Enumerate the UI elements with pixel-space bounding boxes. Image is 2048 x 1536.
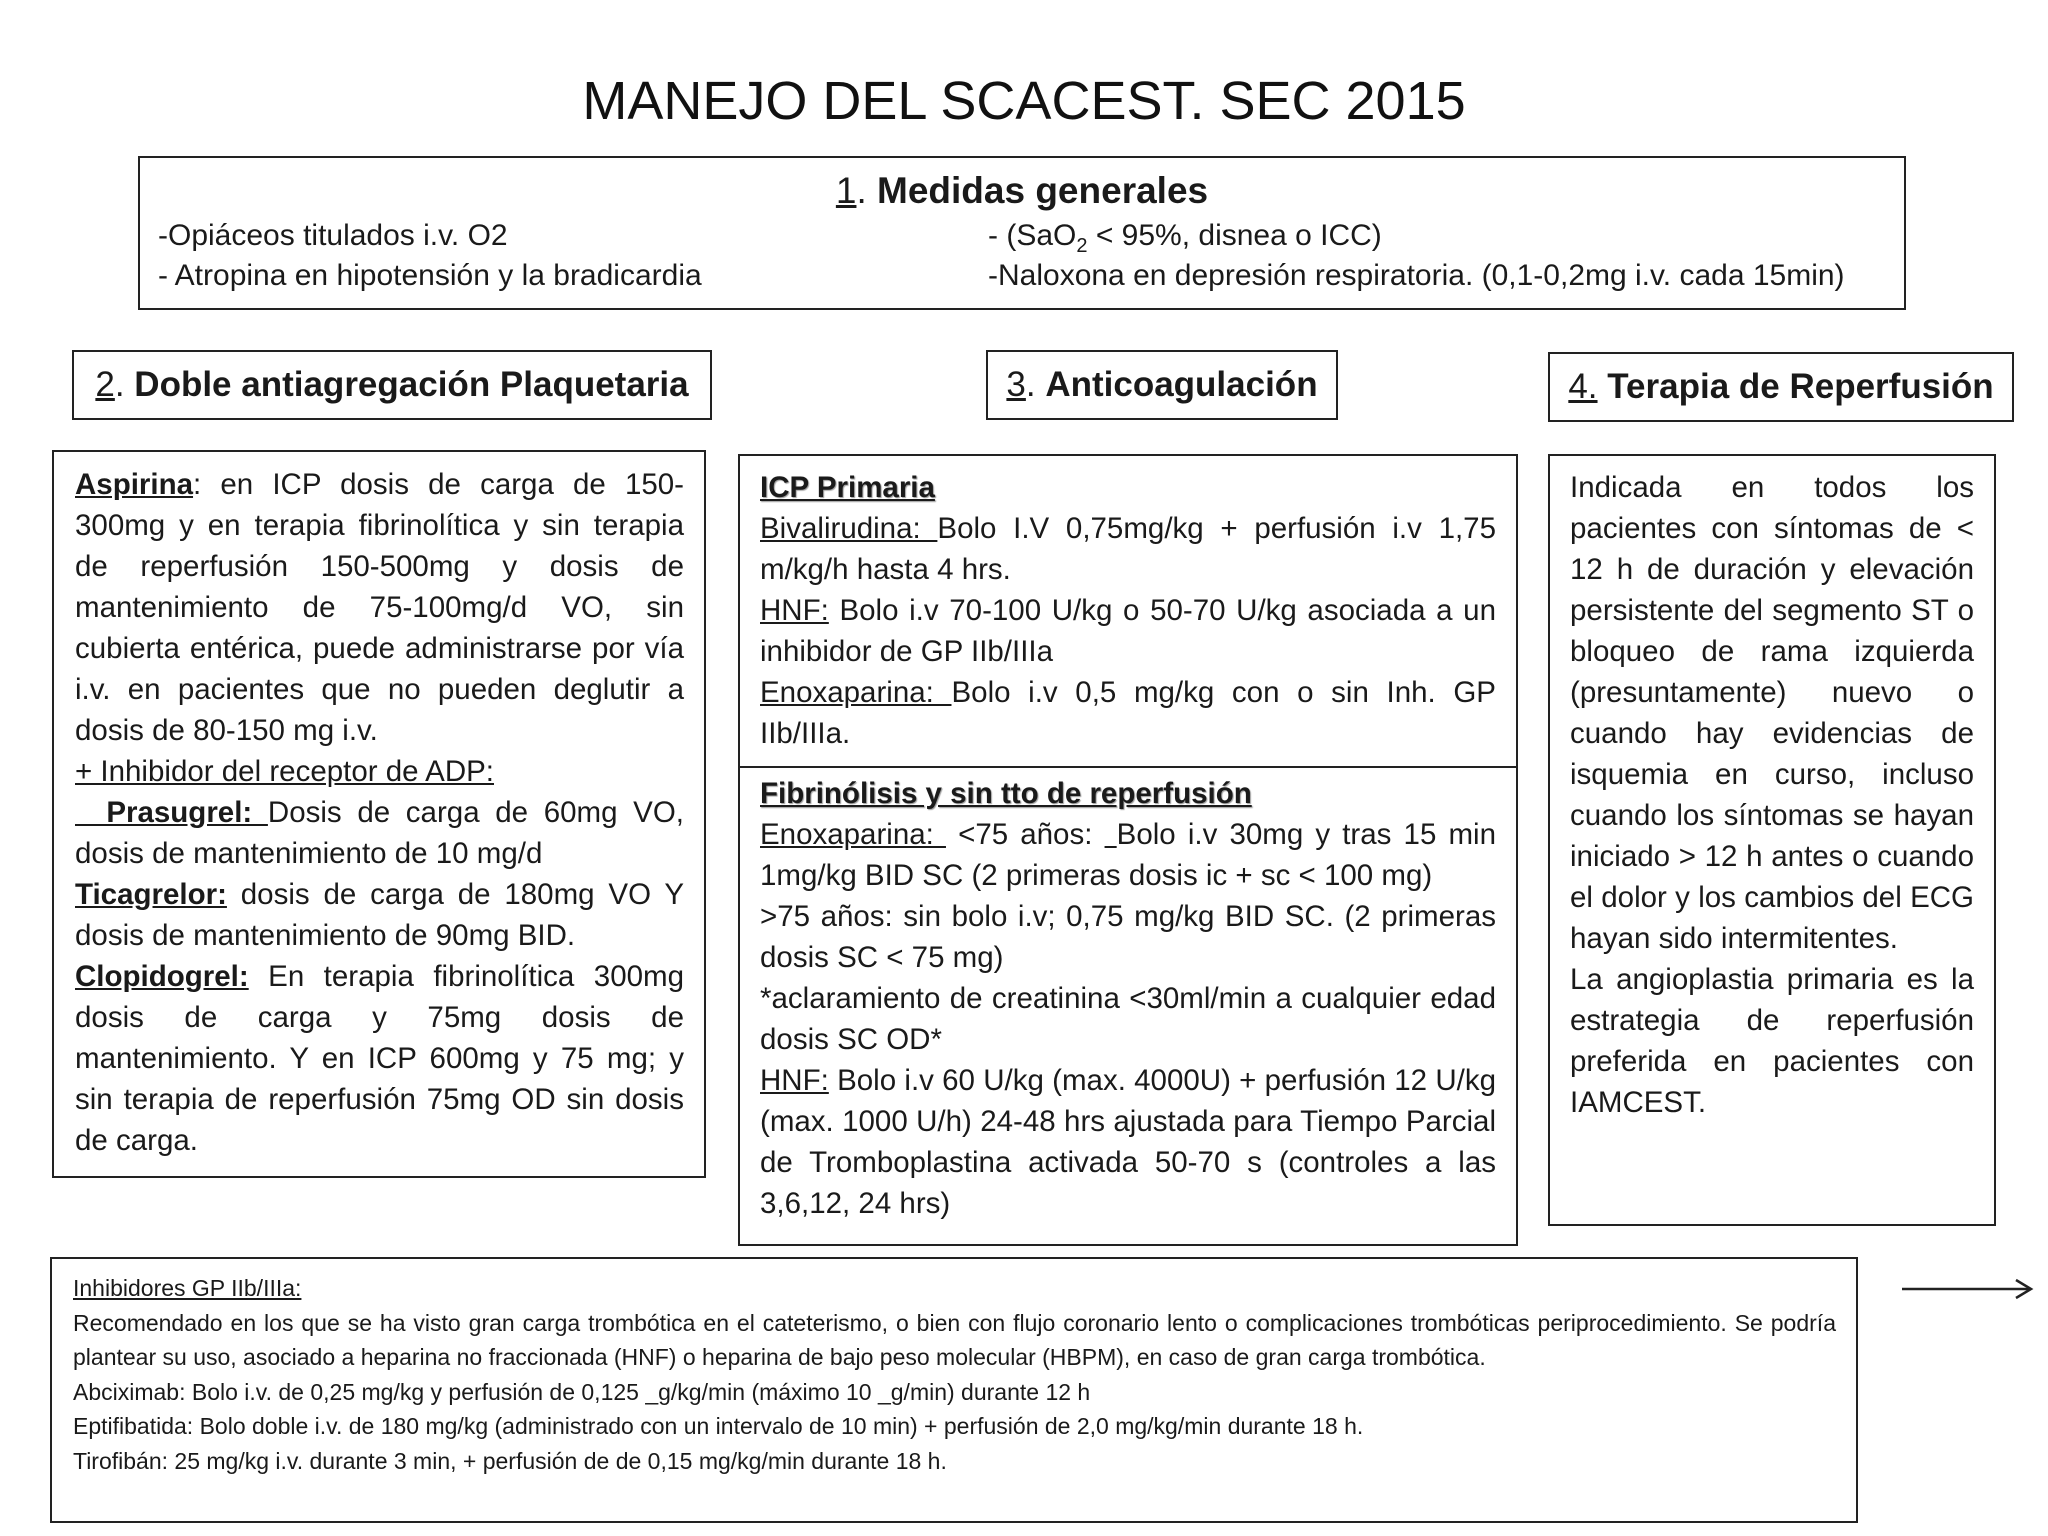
section-number: 2 [95,365,115,404]
bivalirudina-paragraph: Bivalirudina: Bolo I.V 0,75mg/kg + perfusión i.v 1,75 m/kg/h hasta 4 hrs. [760,512,1496,586]
eptifibatida-line: Eptifibatida: Bolo doble i.v. de 180 mg/kg (administrado con un intervalo de 10 min) + perfusión de 2,0 mg/kg/min durante 18 h. [73,1413,1364,1439]
medidas-generales-heading: 1. Medidas generales [835,170,1209,211]
clopidogrel-paragraph: Clopidogrel: En terapia fibrinolítica 300mg dosis de carga y 75mg dosis de mantenimiento. Y en ICP 600mg y 75 mg; y sin terapia de reperfusión 75mg OD sin dosis de carga. [75,960,684,1157]
abciximab-line: Abciximab: Bolo i.v. de 0,25 mg/kg y perfusión de 0,125 _g/kg/min (máximo 10 _g/min) durante 12 h [73,1378,1091,1405]
reperfusion-header [1548,352,2014,422]
hnf-fib-paragraph: HNF: Bolo i.v 60 U/kg (max. 4000U) + perfusión 12 U/kg (max. 1000 U/h) 24-48 hrs ajustada para Tiempo Parcial de Tromboplastina activada 50-70 s (controles a las 3,6,12, 24 hrs) [760,1064,1496,1220]
section-heading-text: Medidas generales [877,170,1209,211]
section-heading-text: Doble antiagregación Plaquetaria [134,365,689,404]
reperfusion-panel [1548,454,1996,1226]
creatinina-paragraph: *aclaramiento de creatinina <30ml/min a cualquier edad dosis SC OD* [760,982,1496,1056]
naloxona-text: -Naloxona en depresión respiratoria. (0,1-0,2mg i.v. cada 15min) [988,259,1845,292]
tirofiban-line: Tirofibán: 25 mg/kg i.v. durante 3 min, + perfusión de de 0,15 mg/kg/min durante 18 h. [73,1447,947,1474]
enoxaparina-icp-paragraph: Enoxaparina: Bolo i.v 0,5 mg/kg con o sin Inh. GP IIb/IIIa. [760,676,1496,750]
hnf-icp-paragraph: HNF: Bolo i.v 70-100 U/kg o 50-70 U/kg asociada a un inhibidor de GP IIb/IIIa [760,594,1496,668]
inhibidor-adp-label: + Inhibidor del receptor de ADP: [75,755,494,788]
recomendado-paragraph: Recomendado en los que se ha visto gran carga trombótica en el cateterismo, o bien con flujo coronario lento o complicaciones trombóticas periprocedimiento. Se podría plantear su uso, asociado a heparina no fraccionada (HNF) o heparina de bajo peso molecular (HBPM), en caso de gran carga trombótica. [73,1309,1836,1370]
icp-primaria-heading: ICP Primaria [760,471,935,504]
inhibidores-gp-box [50,1257,1858,1523]
fibrinolisis-heading: Fibrinólisis y sin tto de reperfusión [760,777,1252,810]
section-number: 4. [1568,367,1598,406]
ticagrelor-paragraph: Ticagrelor: dosis de carga de 180mg VO Y dosis de mantenimiento de 90mg BID. [75,878,684,952]
atropina-text: - Atropina en hipotensión y la bradicardia [158,259,702,292]
antiagregacion-header: 2 . Doble antiagregación Plaquetaria [72,350,712,420]
fibrinolisis-block [740,766,1516,1244]
enoxaparina-mayores-paragraph: >75 años: sin bolo i.v; 0,75 mg/kg BID SC. (2 primeras dosis SC < 75 mg) [760,900,1496,974]
sao2-text: - (SaO$_2$ < 95%, disnea o ICC) [988,219,1382,257]
angioplastia-paragraph: La angioplastia primaria es la estrategia de reperfusión preferida en pacientes con IAMCEST. [1570,963,1974,1119]
anticoagulacion-header: 3 . Anticoagulación [986,350,1338,420]
section-number: 3 [1006,365,1026,404]
section-heading-text: Terapia de Reperfusión [1607,367,1994,406]
icp-primaria-block [740,456,1516,768]
opiaceos-text: -Opiáceos titulados i.v. O2 [158,219,508,252]
inhibidores-gp-heading: Inhibidores GP IIb/IIIa: [73,1275,302,1301]
section-number: 1 [835,170,857,211]
enoxaparina-fib-paragraph: Enoxaparina: <75 años: Bolo i.v 30mg y tras 15 min 1mg/kg BID SC (2 primeras dosis ic + sc < 100 mg) [760,818,1496,892]
anticoagulacion-panel [738,454,1518,1246]
indicada-paragraph: Indicada en todos los pacientes con síntomas de < 12 h de duración y elevación persistente del segmento ST o bloqueo de rama izquierda (presuntamente) nuevo o cuando hay evidencias de isquemia en curso, incluso cuando los síntomas se hayan iniciado > 12 h antes o cuando el dolor y los cambios del ECG hayan sido intermitentes. [1570,471,1974,955]
section-heading-text: Anticoagulación [1045,365,1318,404]
prasugrel-paragraph: Prasugrel: Dosis de carga de 60mg VO, dosis de mantenimiento de 10 mg/d [75,796,684,870]
page-title: MANEJO DEL SCACEST. SEC 2015 [582,71,1466,131]
aspirina-paragraph: Aspirina: en ICP dosis de carga de 150-300mg y en terapia fibrinolítica y sin terapia de reperfusión 150-500mg y dosis de mantenimiento de 75-100mg/d VO, sin cubierta entérica, puede administrarse por vía i.v. en pacientes que no pueden deglutir a dosis de 80-150 mg i.v. [75,468,684,747]
right-arrow-icon [1902,1278,2034,1300]
antiagregacion-panel [52,450,706,1178]
medidas-generales-box [138,156,1906,310]
